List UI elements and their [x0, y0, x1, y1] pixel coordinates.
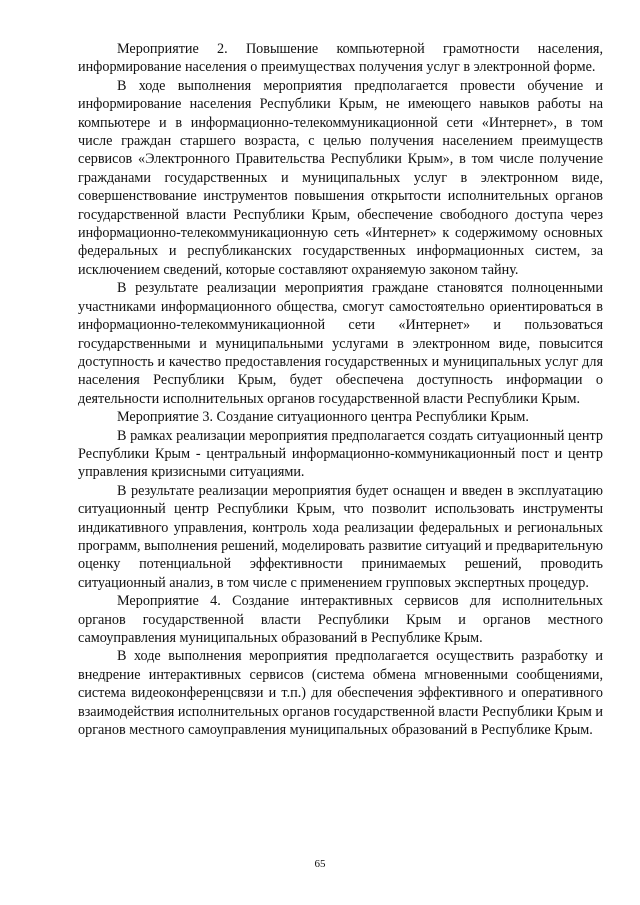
paragraph-event-2-description: В ходе выполнения мероприятия предполагается провести обучение и информирование населения Республики Крым, не имеющего навыков работы на компьютере и в информационно-телекоммуникационной сети «Интернет», в том числе граждан старшего возраста, с целью получения населением преимуществ сервисов «Электронного Правительства Республики Крым», в том числе получение гражданами государственных и муниципальных услуг в электронном виде, совершенствование инструментов повышения открытости исполнительных органов государственной власти Республики Крым, обеспечение свободного доступа через информационно-телекоммуникационную сеть «Интернет» к содержимому основных федеральных и республиканских государственных информационных систем, за исключением сведений, которые составляют охраняемую законом тайну. [78, 77, 603, 278]
paragraph-event-3-description: В рамках реализации мероприятия предполагается создать ситуационный центр Республики Крым - центральный информационно-коммуникационный пост и центр управления кризисными ситуациями. [78, 427, 603, 481]
paragraph-event-4-description: В ходе выполнения мероприятия предполагается осуществить разработку и внедрение интерактивных сервисов (система обмена мгновенными сообщениями, система видеоконференцсвязи и т.п.) для обеспечения эффективного и оперативного взаимодействия исполнительных органов государственной власти Республики Крым и органов местного самоуправления муниципальных образований в Республике Крым. [78, 648, 603, 739]
paragraph-event-2-title: Мероприятие 2. Повышение компьютерной грамотности населения, информирование населения о преимуществах получения услуг в электронной форме. [78, 41, 603, 76]
page-number: 65 [314, 858, 326, 870]
paragraph-event-3-title: Мероприятие 3. Создание ситуационного центра Республики Крым. [117, 409, 529, 426]
paragraph-event-2-result: В результате реализации мероприятия граждане становятся полноценными участниками информационного общества, смогут самостоятельно ориентироваться в информационно-телекоммуникационной сети «Интернет» и пользоваться государственными и муниципальными услугами в электронном виде, повысится доступность и качество предоставления государственных и муниципальных услуг для населения Республики Крым, будет обеспечена доступность информации о деятельности исполнительных органов государственной власти Республики Крым. [78, 280, 603, 407]
paragraph-event-3-result: В результате реализации мероприятия будет оснащен и введен в эксплуатацию ситуационный центр Республики Крым, что позволит использовать инструменты индикативного управления, контроль хода реализации федеральных и региональных программ, выполнения решений, моделировать развитие ситуаций и предварительную оценку потенциальной эффективности принимаемых решений, проводить ситуационный анализ, в том числе с применением групповых экспертных процедур. [78, 482, 603, 591]
document-body [78, 40, 603, 739]
paragraph-event-4-title: Мероприятие 4. Создание интерактивных сервисов для исполнительных органов государственной власти Республики Крым и органов местного самоуправления муниципальных образований в Республике Крым. [78, 593, 603, 646]
